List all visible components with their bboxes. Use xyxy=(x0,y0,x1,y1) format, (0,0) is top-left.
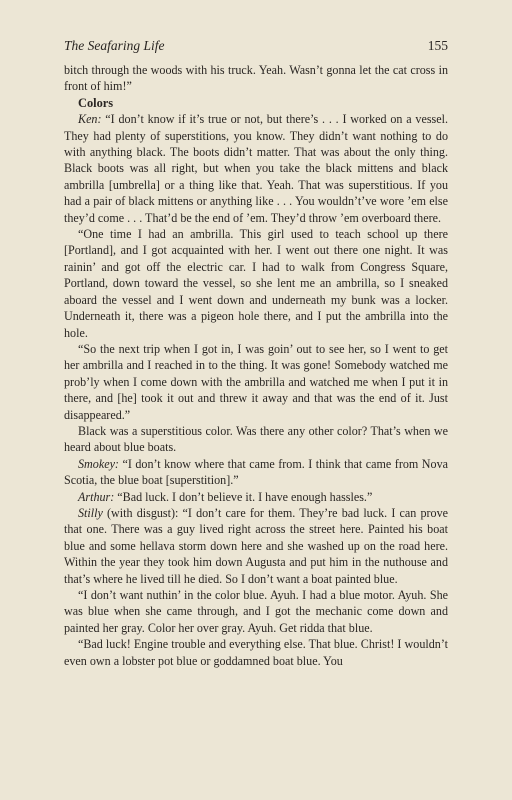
paragraph xyxy=(64,636,448,669)
paragraph-text: “One time I had an ambrilla. This girl used to teach school up there [Portland], and I got acquainted with her. I went out there one night. It was rainin’ and got off the electric car. I had to walk from Congress Square, Portland, down toward the vessel, so she lent me an ambrilla, so I sneaked aboard the vessel and I went down and underneath my bunk was a locker. Underneath it, there was a pigeon hole there, and I put the ambrilla into the hole. xyxy=(64,227,448,340)
running-head xyxy=(64,38,448,54)
speaker-name: Ken: xyxy=(78,112,102,127)
paragraph-text: “I don’t want nuthin’ in the color blue. Ayuh. I had a blue motor. Ayuh. She was blue when she came through, and I got the mechanic come down and painted her gray. Color her over gray. Ayuh. Get ridda that blue. xyxy=(64,588,448,635)
paragraph-text: “Bad luck. I don’t believe it. I have enough hassles.” xyxy=(114,489,373,504)
paragraph xyxy=(64,505,448,587)
section-heading: Colors xyxy=(78,95,114,110)
paragraph-text: (with disgust): “I don’t care for them. They’re bad luck. I can prove that one. There was a guy lived right across the street here. Painted his boat blue and some hellava storm down here and she washed up on the road here. Within the year they took him down Augusta and put him in the nuthouse and that’s where he lived till he died. So I don’t want a boat painted blue. xyxy=(64,505,448,586)
paragraph-text: Black was a superstitious color. Was there any other color? That’s when we heard about blue boats. xyxy=(64,423,448,455)
paragraph xyxy=(64,587,448,636)
paragraph xyxy=(64,226,448,341)
paragraph xyxy=(64,456,448,489)
paragraph-text: “So the next trip when I got in, I was goin’ out to see her, so I went to get her ambrilla and I reached in to the thing. It was gone! Somebody watched me prob’ly when I come down with the ambrilla and watched me when I put it in there, and [he] took it out and threw it away and that was the end of it. Just disappeared.” xyxy=(64,341,448,422)
paragraph-text: “Bad luck! Engine trouble and everything else. That blue. Christ! I wouldn’t even own a lobster pot blue or goddamned boat blue. You xyxy=(64,637,448,668)
paragraph xyxy=(64,341,448,423)
speaker-name: Stilly xyxy=(78,505,103,520)
paragraph-text: “I don’t know if it’s true or not, but there’s . . . I worked on a vessel. They had plenty of superstitions, you know. They didn’t want nothing to do with anything black. The boots didn’t matter. That was about the only thing. Black boots was all right, but when you take the black mittens and black ambrilla [umbrella] or a thing like that. Yeah. That was superstitious. If you had a pair of black mittens or anything like . . . You wouldn’t’ve wore ’em else they’d come . . . That’d be the end of ’em. They’d throw ’em overboard there. xyxy=(64,112,448,225)
body-text xyxy=(64,62,448,669)
page-number: 155 xyxy=(427,38,448,53)
paragraph xyxy=(64,489,448,505)
paragraph xyxy=(64,423,448,456)
speaker-name: Arthur: xyxy=(78,489,115,504)
speaker-name: Smokey: xyxy=(78,456,119,471)
paragraph-text: bitch through the woods with his truck. Yeah. Wasn’t gonna let the cat cross in front of him!” xyxy=(64,63,448,94)
paragraph xyxy=(64,62,448,95)
paragraph-text: “I don’t know where that came from. I think that came from Nova Scotia, the blue boat [superstition].” xyxy=(64,456,448,488)
paragraph xyxy=(64,111,448,226)
running-title: The Seafaring Life xyxy=(64,38,165,53)
